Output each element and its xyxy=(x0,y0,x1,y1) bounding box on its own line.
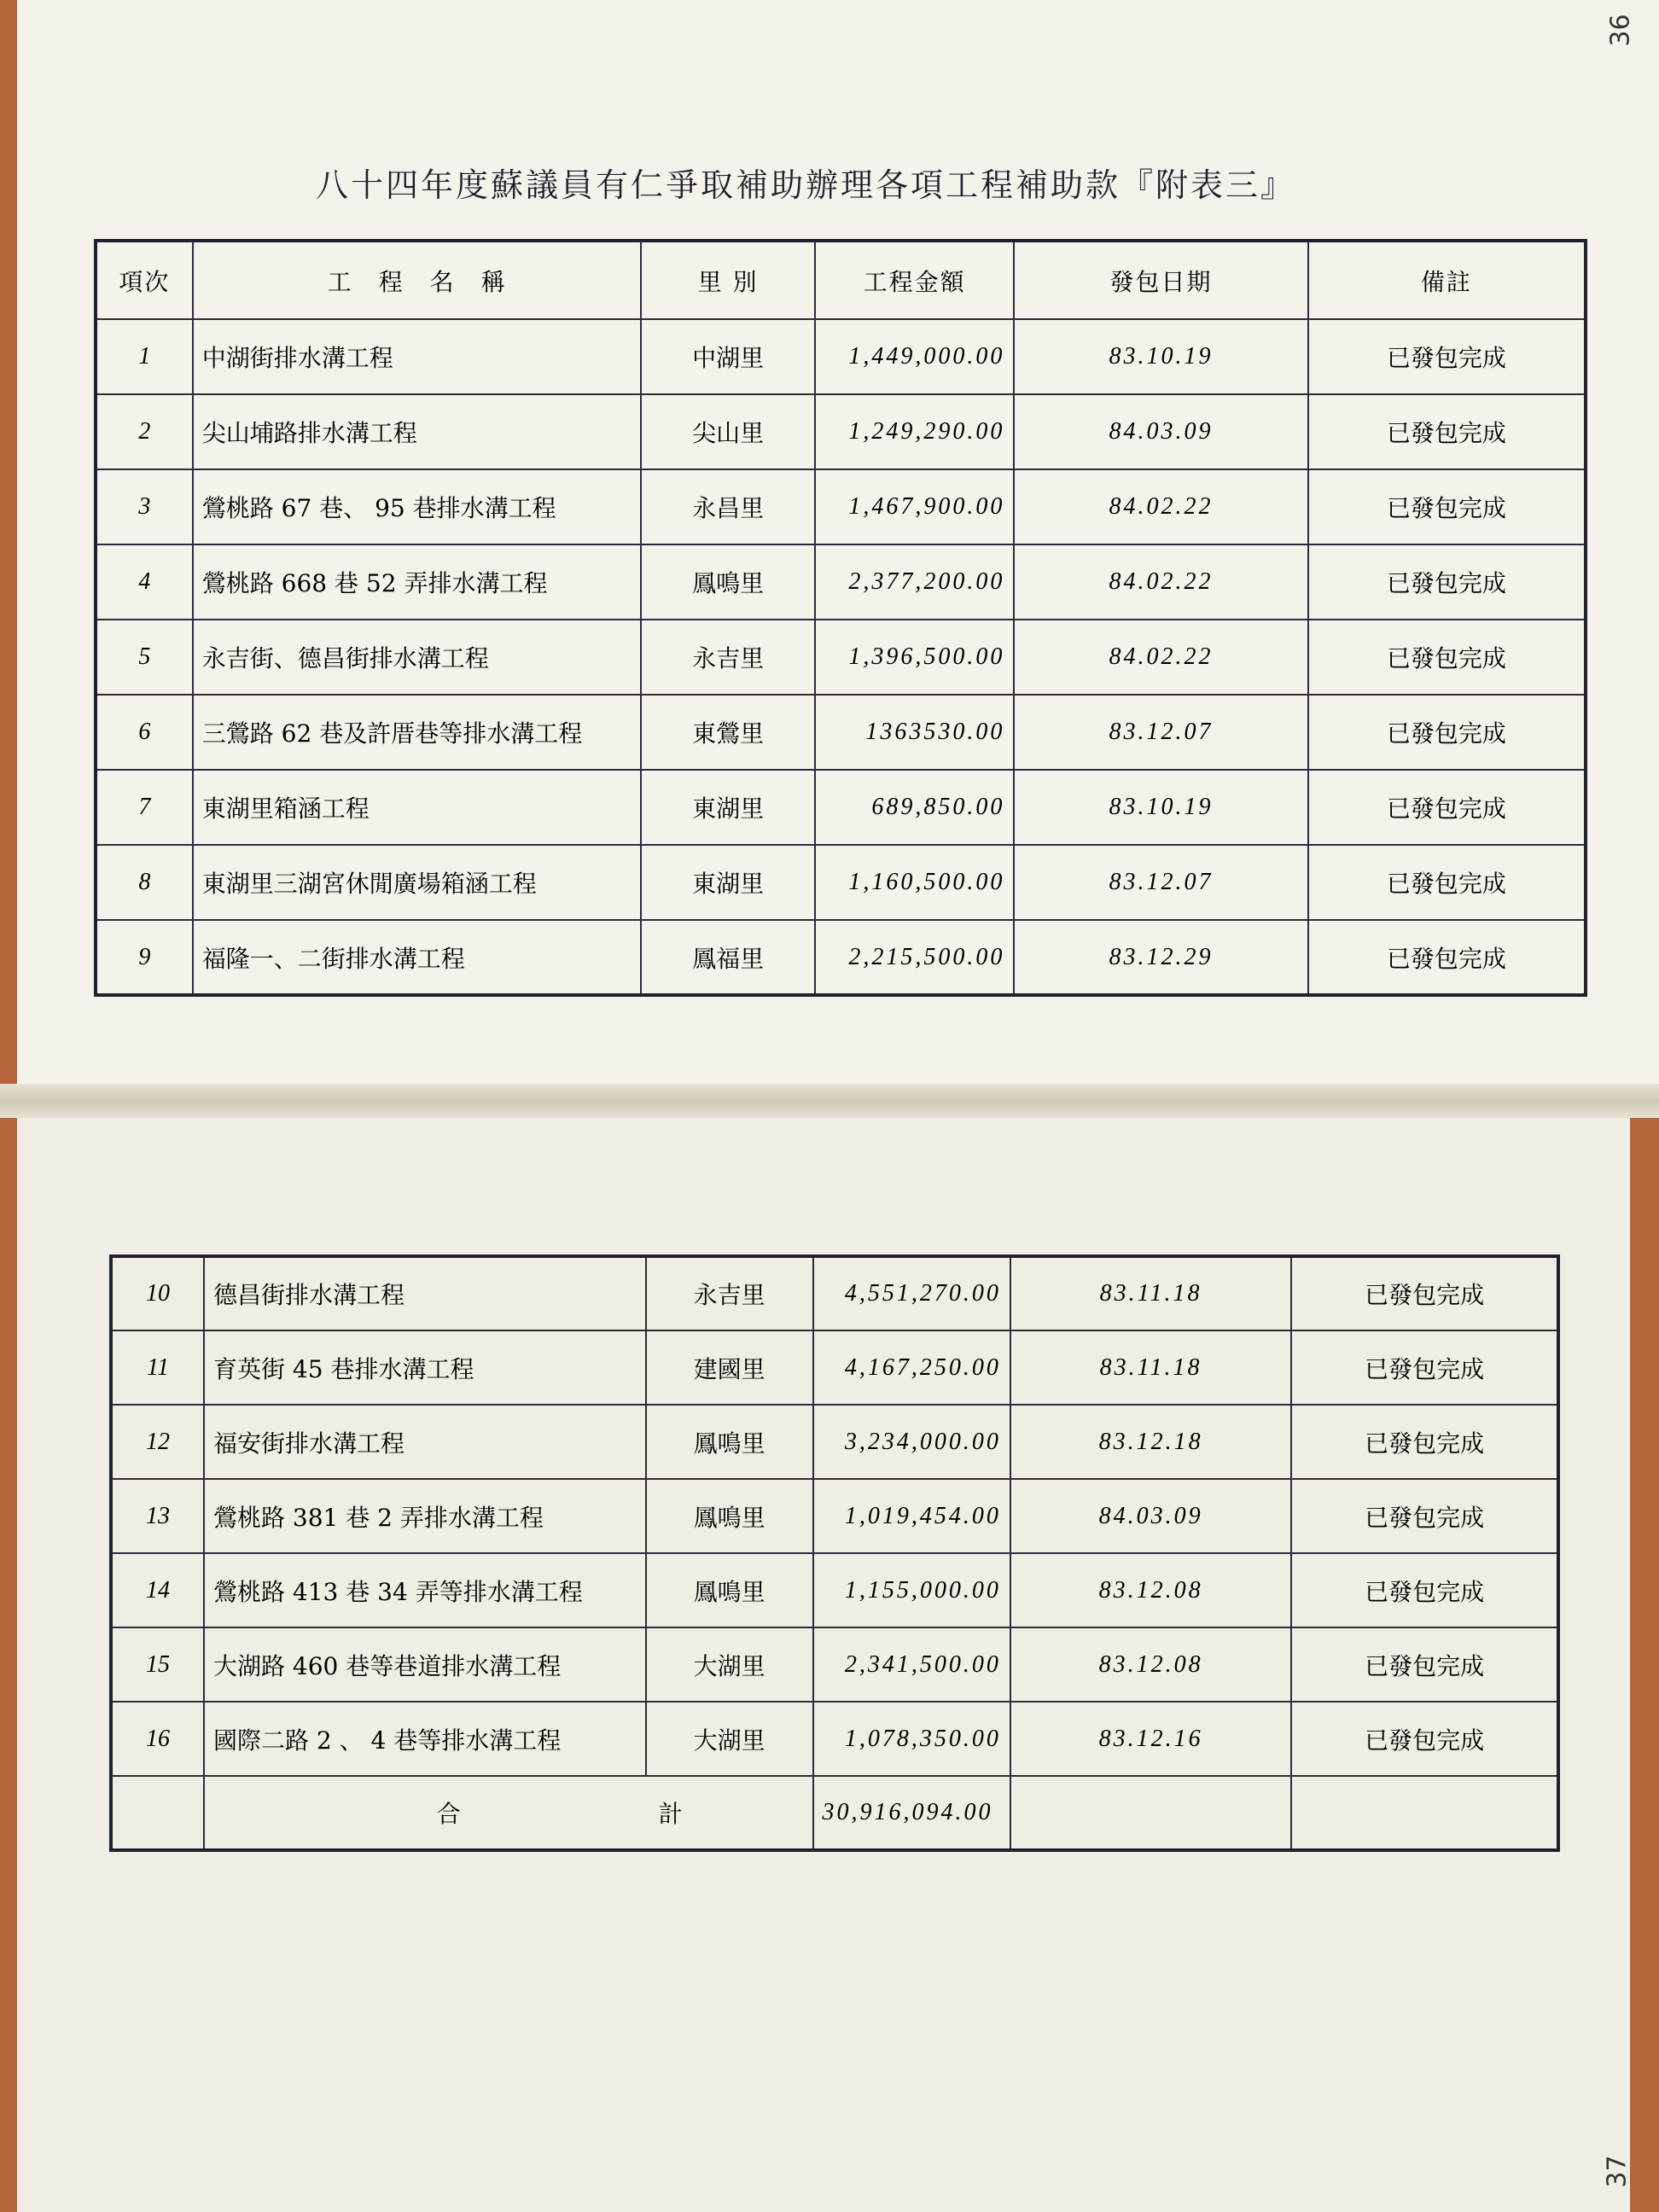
row-li: 大湖里 xyxy=(646,1702,813,1776)
row-li: 鳳鳴里 xyxy=(646,1405,813,1479)
total-label-ji: 計 xyxy=(658,1800,683,1828)
table-row xyxy=(96,920,1586,995)
row-no: 14 xyxy=(111,1553,204,1627)
table-row xyxy=(111,1405,1558,1479)
row-note: 已發包完成 xyxy=(1308,770,1586,845)
row-project-name: 福隆一、二街排水溝工程 xyxy=(193,920,642,995)
row-li: 永吉里 xyxy=(641,620,814,695)
row-li: 鳳鳴里 xyxy=(646,1553,813,1627)
row-note: 已發包完成 xyxy=(1308,620,1586,695)
row-note: 已發包完成 xyxy=(1291,1479,1558,1553)
document-title: 八十四年度蘇議員有仁爭取補助辦理各項工程補助款『附表三』 xyxy=(316,166,1296,204)
table-row xyxy=(96,845,1586,920)
row-no: 10 xyxy=(111,1256,204,1330)
table-row xyxy=(111,1256,1558,1330)
table-row xyxy=(96,394,1586,469)
row-no: 7 xyxy=(96,770,193,845)
row-amount: 1,155,000.00 xyxy=(813,1553,1010,1627)
row-amount: 4,167,250.00 xyxy=(813,1330,1010,1405)
table-row xyxy=(96,620,1586,695)
row-no: 6 xyxy=(96,695,193,770)
row-project-name: 鶯桃路 413 巷 34 弄等排水溝工程 xyxy=(204,1553,646,1627)
row-li: 鳳鳴里 xyxy=(641,544,814,620)
row-amount: 1,396,500.00 xyxy=(815,620,1015,695)
row-li: 東湖里 xyxy=(641,770,814,845)
row-amount: 2,377,200.00 xyxy=(815,544,1015,620)
row-date: 83.11.18 xyxy=(1010,1330,1291,1405)
page-number-bottom: 37 xyxy=(1602,2155,1633,2188)
row-note: 已發包完成 xyxy=(1308,695,1586,770)
row-li: 永昌里 xyxy=(641,469,814,544)
row-li: 鳳鳴里 xyxy=(646,1479,813,1553)
table-row xyxy=(111,1553,1558,1627)
total-date-empty xyxy=(1010,1776,1291,1850)
row-date: 84.02.22 xyxy=(1014,544,1307,620)
row-note: 已發包完成 xyxy=(1308,469,1586,544)
row-li: 尖山里 xyxy=(641,394,814,469)
row-li: 永吉里 xyxy=(646,1256,813,1330)
header-no: 項次 xyxy=(96,241,193,319)
row-no: 11 xyxy=(111,1330,204,1405)
header-amount: 工程金額 xyxy=(815,241,1015,319)
row-li: 建國里 xyxy=(646,1330,813,1405)
row-project-name: 三鶯路 62 巷及許厝巷等排水溝工程 xyxy=(193,695,642,770)
row-amount: 1,019,454.00 xyxy=(813,1479,1010,1553)
row-amount: 1363530.00 xyxy=(815,695,1015,770)
row-date: 83.12.07 xyxy=(1014,695,1307,770)
row-project-name: 尖山埔路排水溝工程 xyxy=(193,394,642,469)
subsidy-table-part-1 xyxy=(94,239,1587,997)
total-label xyxy=(204,1776,813,1850)
row-note: 已發包完成 xyxy=(1291,1405,1558,1479)
row-note: 已發包完成 xyxy=(1291,1702,1558,1776)
total-note-empty xyxy=(1291,1776,1558,1850)
row-note: 已發包完成 xyxy=(1308,845,1586,920)
row-li: 中湖里 xyxy=(641,319,814,394)
row-amount: 1,449,000.00 xyxy=(815,319,1015,394)
table-row xyxy=(96,544,1586,620)
row-date: 83.10.19 xyxy=(1014,770,1307,845)
row-amount: 1,078,350.00 xyxy=(813,1702,1010,1776)
row-amount: 1,467,900.00 xyxy=(815,469,1015,544)
row-no: 12 xyxy=(111,1405,204,1479)
row-project-name: 福安街排水溝工程 xyxy=(204,1405,646,1479)
table-row xyxy=(96,319,1586,394)
row-amount: 689,850.00 xyxy=(815,770,1015,845)
row-no: 16 xyxy=(111,1702,204,1776)
row-no: 3 xyxy=(96,469,193,544)
row-project-name: 鶯桃路 668 巷 52 弄排水溝工程 xyxy=(193,544,642,620)
row-date: 83.12.08 xyxy=(1010,1627,1291,1702)
row-amount: 2,341,500.00 xyxy=(813,1627,1010,1702)
row-project-name: 鶯桃路 381 巷 2 弄排水溝工程 xyxy=(204,1479,646,1553)
row-no: 9 xyxy=(96,920,193,995)
row-note: 已發包完成 xyxy=(1291,1553,1558,1627)
row-date: 83.10.19 xyxy=(1014,319,1307,394)
row-no: 4 xyxy=(96,544,193,620)
row-note: 已發包完成 xyxy=(1308,394,1586,469)
table-row xyxy=(96,469,1586,544)
row-li: 東湖里 xyxy=(641,845,814,920)
row-date: 84.02.22 xyxy=(1014,620,1307,695)
total-label-he: 合 xyxy=(436,1800,461,1828)
row-project-name: 永吉街、德昌街排水溝工程 xyxy=(193,620,642,695)
row-no: 1 xyxy=(96,319,193,394)
row-date: 83.12.29 xyxy=(1014,920,1307,995)
row-project-name: 中湖街排水溝工程 xyxy=(193,319,642,394)
header-date: 發包日期 xyxy=(1014,241,1307,319)
row-date: 84.02.22 xyxy=(1014,469,1307,544)
row-project-name: 國際二路 2 、 4 巷等排水溝工程 xyxy=(204,1702,646,1776)
row-no: 5 xyxy=(96,620,193,695)
row-project-name: 鶯桃路 67 巷、 95 巷排水溝工程 xyxy=(193,469,642,544)
table-row xyxy=(111,1702,1558,1776)
row-no: 15 xyxy=(111,1627,204,1702)
row-date: 83.12.16 xyxy=(1010,1702,1291,1776)
row-no: 2 xyxy=(96,394,193,469)
row-li: 鳳福里 xyxy=(641,920,814,995)
row-note: 已發包完成 xyxy=(1291,1627,1558,1702)
row-project-name: 東湖里箱涵工程 xyxy=(193,770,642,845)
row-note: 已發包完成 xyxy=(1291,1256,1558,1330)
page-number-top: 36 xyxy=(1605,14,1636,47)
total-row xyxy=(111,1776,1558,1850)
row-amount: 1,249,290.00 xyxy=(815,394,1015,469)
row-note: 已發包完成 xyxy=(1308,544,1586,620)
row-li: 大湖里 xyxy=(646,1627,813,1702)
row-amount: 2,215,500.00 xyxy=(815,920,1015,995)
row-date: 83.12.08 xyxy=(1010,1553,1291,1627)
row-date: 83.11.18 xyxy=(1010,1256,1291,1330)
row-note: 已發包完成 xyxy=(1291,1330,1558,1405)
row-note: 已發包完成 xyxy=(1308,319,1586,394)
row-project-name: 大湖路 460 巷等巷道排水溝工程 xyxy=(204,1627,646,1702)
header-note: 備註 xyxy=(1308,241,1586,319)
table-row xyxy=(96,695,1586,770)
row-date: 84.03.09 xyxy=(1014,394,1307,469)
row-project-name: 東湖里三湖宮休閒廣場箱涵工程 xyxy=(193,845,642,920)
header-name: 工 程 名 稱 xyxy=(193,241,642,319)
row-amount: 3,234,000.00 xyxy=(813,1405,1010,1479)
row-amount: 4,551,270.00 xyxy=(813,1256,1010,1330)
row-date: 83.12.18 xyxy=(1010,1405,1291,1479)
table-row xyxy=(96,770,1586,845)
table-row xyxy=(111,1479,1558,1553)
row-date: 84.03.09 xyxy=(1010,1479,1291,1553)
row-note: 已發包完成 xyxy=(1308,920,1586,995)
row-li: 東鶯里 xyxy=(641,695,814,770)
row-no: 13 xyxy=(111,1479,204,1553)
row-no: 8 xyxy=(96,845,193,920)
table-header-row xyxy=(96,241,1586,319)
total-amount: 30,916,094.00 xyxy=(813,1776,1010,1850)
row-amount: 1,160,500.00 xyxy=(815,845,1015,920)
book-spine xyxy=(0,1084,1659,1118)
total-spacer xyxy=(111,1776,204,1850)
header-li: 里 別 xyxy=(641,241,814,319)
row-project-name: 德昌街排水溝工程 xyxy=(204,1256,646,1330)
row-project-name: 育英街 45 巷排水溝工程 xyxy=(204,1330,646,1405)
row-date: 83.12.07 xyxy=(1014,845,1307,920)
subsidy-table-part-2 xyxy=(109,1254,1560,1852)
table-row xyxy=(111,1330,1558,1405)
table-row xyxy=(111,1627,1558,1702)
